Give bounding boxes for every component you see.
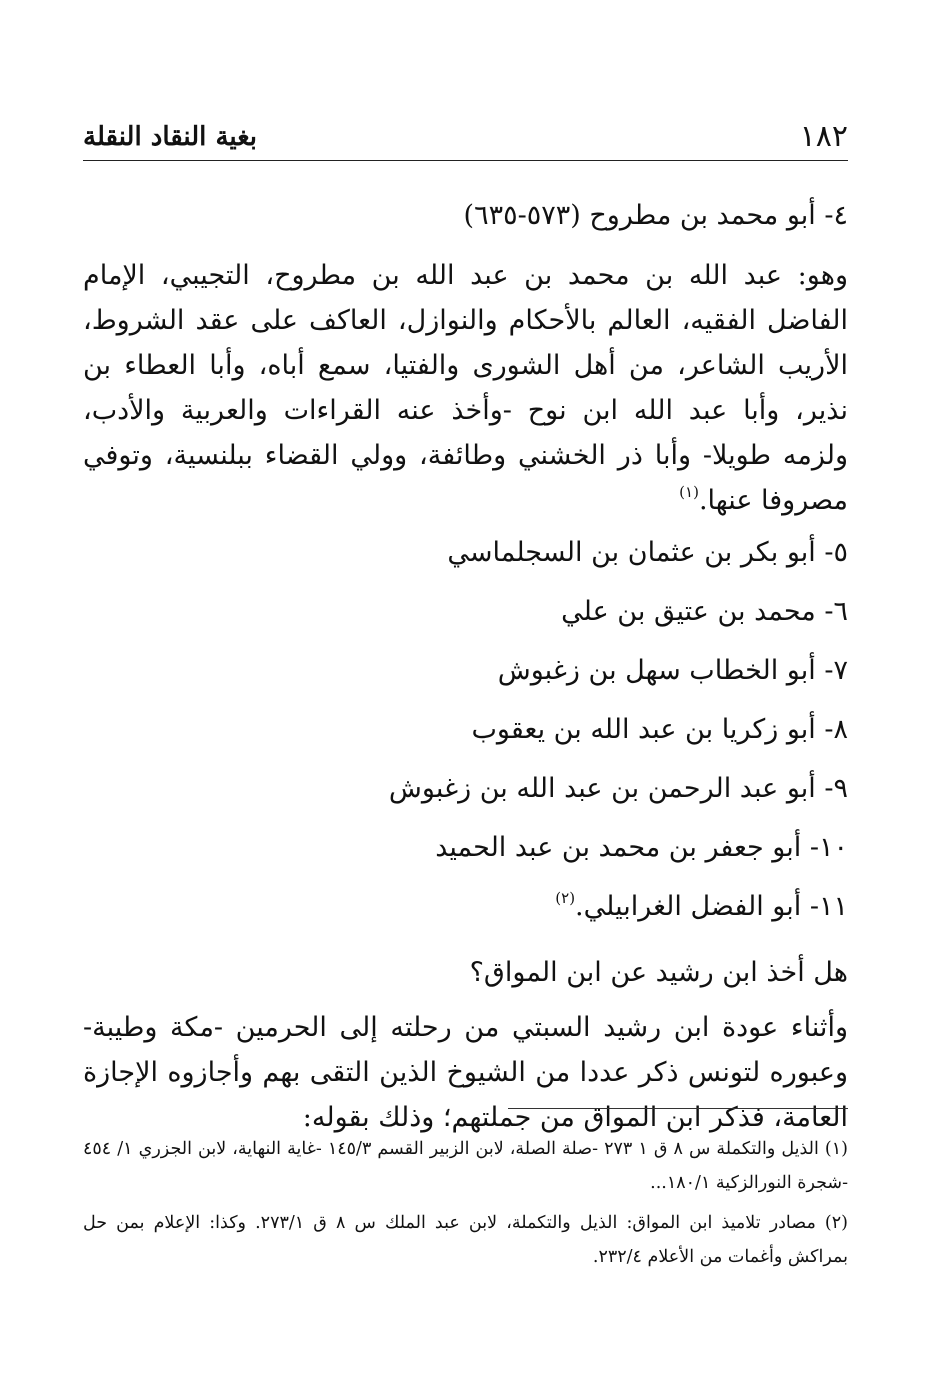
running-title: بغية النقاد النقلة <box>83 122 258 152</box>
entry-10: ١٠- أبو جعفر بن محمد بن عبد الحميد <box>435 832 848 863</box>
entry-11-text: ١١- أبو الفضل الغرابيلي. <box>575 891 848 922</box>
entry-8: ٨- أبو زكريا بن عبد الله بن يعقوب <box>471 714 848 745</box>
entry-5: ٥- أبو بكر بن عثمان بن السجلماسي <box>447 537 848 568</box>
entry-9: ٩- أبو عبد الرحمن بن عبد الله بن زغبوش <box>388 773 848 804</box>
entry-6: ٦- محمد بن عتيق بن علي <box>561 596 848 627</box>
entry-4-bio-text: وهو: عبد الله بن محمد بن عبد الله بن مطروح، التجيبي، الإمام الفاضل الفقيه، العالم بالأحكام والنوازل، العاكف على عقد الشروط، الأريب الشاعر، من أهل الشورى والفتيا، سمع أباه، وأبا العطاء بن نذير، وأبا عبد الله ابن نوح -وأخذ عنه القراءات والعربية والأدب، ولزمه طويلا- وأبا ذر الخشني وطائفة، وولي القضاء ببلنسية، وتوفي مصروفا عنها. <box>83 260 848 516</box>
footnotes <box>83 1132 848 1280</box>
footnote-1: (١) الذيل والتكملة س ٨ ق ١ ٢٧٣ -صلة الصلة، لابن الزبير القسم ١٤٥/٣ -غاية النهاية، لابن الجزري ١/ ٤٥٤ -شجرة النورالزكية ١٨٠/١... <box>83 1139 848 1193</box>
section-question: هل أخذ ابن رشيد عن ابن المواق؟ <box>469 957 848 988</box>
footnote-ref-1: (١) <box>679 483 699 501</box>
entry-7: ٧- أبو الخطاب سهل بن زغبوش <box>497 655 848 686</box>
footnote-2: (٢) مصادر تلاميذ ابن المواق: الذيل والتكملة، لابن عبد الملك س ٨ ق ٢٧٣/١. وكذا: الإعلام بمن حل بمراكش وأغمات من الأعلام ٢٣٢/٤. <box>83 1213 848 1267</box>
page-header <box>83 108 848 161</box>
body-paragraph: وأثناء عودة ابن رشيد السبتي من رحلته إلى الحرمين -مكة وطيبة- وعبوره لتونس ذكر عددا من الشيوخ الذين التقى بهم وأجازوه الإجازة العامة، فذكر ابن المواق من جملتهم؛ وذلك بقوله: <box>83 1012 848 1133</box>
footnote-divider <box>508 1108 848 1109</box>
page-body <box>83 186 848 1140</box>
entry-4-title: ٤- أبو محمد بن مطروح (٥٧٣-٦٣٥) <box>463 200 848 231</box>
page-number: ١٨٢ <box>799 119 848 154</box>
footnote-ref-2: (٢) <box>555 889 576 907</box>
entry-4-biography <box>83 253 848 523</box>
entry-11 <box>83 877 848 936</box>
